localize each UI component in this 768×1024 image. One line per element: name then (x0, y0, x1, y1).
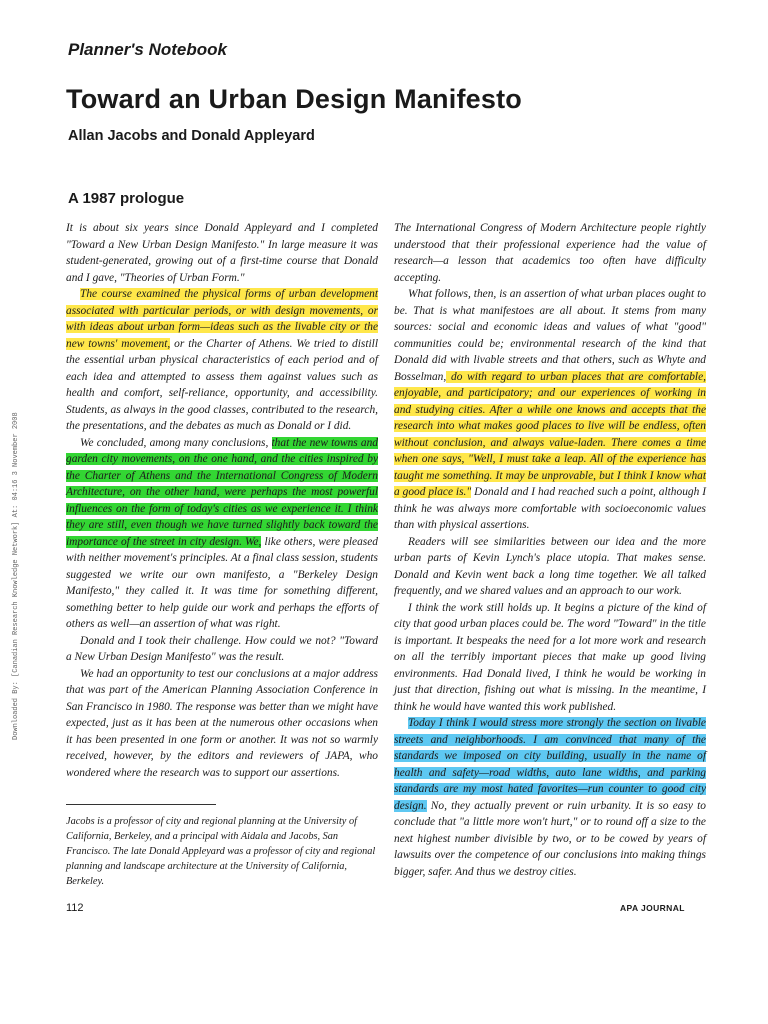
paragraph (394, 715, 706, 880)
section-heading: A 1987 prologue (68, 190, 185, 207)
right-column (394, 220, 706, 880)
download-stamp (2, 320, 20, 740)
text-run: We concluded, among many conclusions, (80, 436, 272, 449)
paragraph (66, 435, 378, 633)
left-column (66, 220, 378, 781)
article-title: Toward an Urban Design Manifesto (66, 84, 522, 114)
article-authors: Allan Jacobs and Donald Appleyard (68, 128, 315, 144)
highlight-green: that the new towns and garden city movements, on the one hand, and the cities inspired by the Charter of Athens and the International Congress of Modern Architecture, on the other hand, were perhaps the most powerful influences on the form of today's cities as we experience it. I think they are still, even though we have turned slightly back toward the importance of the street in city design. We, (66, 436, 379, 548)
text-run: No, they actually prevent or ruin urbanity. It is so easy to conclude that "a little more won't hurt," or to round off a size to the next highest number divisible by two, or to be cowed by years of lawsuits over the competence of our conclusions into making things bigger, safer. And thus we destroy cities. (394, 799, 706, 878)
highlight-blue: Today I think I would stress more strongly the section on livable streets and neighborhoods. I am convinced that many of the standards we imposed on city building, usually in the name of health and safety—road widths, auto lane widths, and parking standards are my most hated favorites—run counter to good city design. (394, 717, 706, 812)
journal-name: APA JOURNAL (620, 903, 685, 913)
paragraph: Readers will see similarities between our idea and the more urban parts of Kevin Lynch's place utopia. That makes sense. Donald and Kevin went back a long time together. We all talked frequently, and we shared values and an approach to our work. (394, 535, 706, 597)
highlight-yellow: The course examined the physical forms of urban development associated with particular periods, or with design movements, or with ideas about urban form—ideas such as the livable city or the new towns' movement, (66, 288, 378, 350)
section-kicker: Planner's Notebook (68, 40, 227, 59)
text-run: What follows, then, is an assertion of what urban places ought to be. That is what manifestoes are all about. It stems from many sources: social and economic ideas and values of what "good" communities could be; environmental research of the kind that Donald did with livable streets and that others, such as Whyte and Bosselman, (394, 288, 706, 383)
text-run: or the Charter of Athens. We tried to distill the essential urban physical characteristics of each period and of each idea and attempted to assess them against values such as health and comfort, self-reliance, opportunity, and accessibility. Students, as always in the good classes, contributed to the research, the presentations, and the debates as much as Donald or I did. (66, 337, 379, 432)
author-footnote: Jacobs is a professor of city and regional planning at the University of California, Berkeley, and a principal with Aidala and Jacobs, San Francisco. The late Donald Appleyard was a professor of city and regional planning and landscape architecture at the University of California, Berkeley. (66, 816, 376, 887)
paragraph (66, 286, 378, 435)
paragraph: We had an opportunity to test our conclusions at a major address that was part of the American Planning Association Conference in San Francisco in 1980. The response was better than we might have expected, just as it has been at the numerous other occasions when it has been presented in one form or another. It was not so warmly received, however, by the editors and reviewers of JAPA, who wondered where the research was to support our assertions. (66, 667, 378, 779)
page-number: 112 (66, 902, 84, 914)
text-run: Donald and I had reached such a point, although I think he was always more comfortable with socioeconomic values than with physical assertions. (394, 486, 706, 531)
highlight-yellow: do with regard to urban places that are comfortable, enjoyable, and participatory; and our experiences of working in and studying cities. After a while one knows and accepts that the research into what makes good places to live will be endless, often without conclusion, and always value-laden. There comes a time when one says, "Well, I must take a leap. All of the experience has taught me something. It may be unprovable, but I think I know what a good place is." (394, 370, 706, 498)
text-run: like others, were pleased with neither movement's principles. At a final class session, students suggested we write our own manifesto, a "Berkeley Design Manifesto," they called it. It was time for something different, something better to help guide our work and perhaps the efforts of others as well—an assertion of what was right. (66, 535, 378, 630)
download-stamp-text: Downloaded By: [Canadian Research Knowledge Network] At: 04:16 3 November 2008 (12, 412, 20, 740)
paragraph: The International Congress of Modern Architecture people rightly understood that their professional experience had the value of research—a lesson that academics too often have difficulty accepting. (394, 222, 706, 284)
paragraph: I think the work still holds up. It begins a picture of the kind of city that good urban places could be. The word "Toward" in the title is important. It bespeaks the need for a lot more work and research on all the terribly important pieces that make up good living environments. Had Donald lived, I think he would be working in just that direction, fishing out what is missing. In the meantime, I think he would have wanted this work published. (394, 601, 706, 713)
paragraph: It is about six years since Donald Appleyard and I completed "Toward a New Urban Design Manifesto." In large measure it was student-generated, growing out of a first-time course that Donald and I gave, "Theories of Urban Form." (66, 222, 378, 284)
paragraph: Donald and I took their challenge. How could we not? "Toward a New Urban Design Manifesto" was the result. (66, 634, 378, 663)
paragraph (394, 286, 706, 534)
footnote-rule (66, 804, 216, 805)
